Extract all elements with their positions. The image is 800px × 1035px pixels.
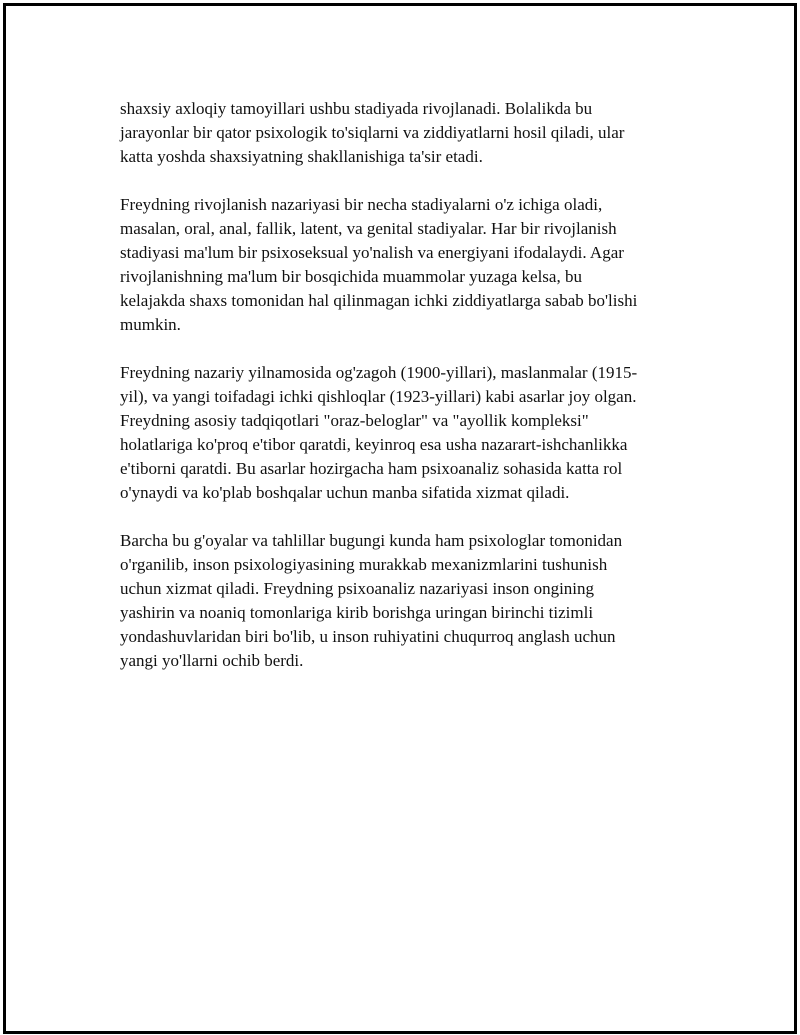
text-line: mumkin. — [120, 315, 181, 334]
document-page — [3, 3, 797, 1034]
text-line: Freydning nazariy yilnamosida og'zagoh (1900-yillari), maslanmalar (1915- — [120, 363, 638, 382]
text-line: o'ynaydi va ko'plab boshqalar uchun manba sifatida xizmat qiladi. — [120, 483, 570, 502]
text-line: Freydning asosiy tadqiqotlari "oraz-beloglar" va "ayollik kompleksi" — [120, 411, 589, 430]
text-line: katta yoshda shaxsiyatning shakllanishiga ta'sir etadi. — [120, 147, 483, 166]
text-line: o'rganilib, inson psixologiyasining murakkab mexanizmlarini tushunish — [120, 555, 608, 574]
text-line: yil), va yangi toifadagi ichki qishloqlar (1923-yillari) kabi asarlar joy olgan. — [120, 387, 637, 406]
text-line: holatlariga ko'proq e'tibor qaratdi, keyinroq esa usha nazarart-ishchanlikka — [120, 435, 628, 454]
paragraph-4 — [120, 529, 700, 673]
paragraph-1 — [120, 97, 700, 169]
text-line: jarayonlar bir qator psixologik to'siqlarni va ziddiyatlarni hosil qiladi, ular — [120, 123, 625, 142]
text-line: stadiyasi ma'lum bir psixoseksual yo'nalish va energiyani ifodalaydi. Agar — [120, 243, 624, 262]
document-body — [120, 97, 700, 697]
paragraph-2 — [120, 193, 700, 337]
text-line: yangi yo'llarni ochib berdi. — [120, 651, 304, 670]
text-line: kelajakda shaxs tomonidan hal qilinmagan ichki ziddiyatlarga sabab bo'lishi — [120, 291, 638, 310]
text-line: Freydning rivojlanish nazariyasi bir necha stadiyalarni o'z ichiga oladi, — [120, 195, 603, 214]
text-line: shaxsiy axloqiy tamoyillari ushbu stadiyada rivojlanadi. Bolalikda bu — [120, 99, 593, 118]
text-line: yashirin va noaniq tomonlariga kirib borishga uringan birinchi tizimli — [120, 603, 594, 622]
text-line: masalan, oral, anal, fallik, latent, va genital stadiyalar. Har bir rivojlanish — [120, 219, 617, 238]
paragraph-3 — [120, 361, 700, 505]
text-line: yondashuvlaridan biri bo'lib, u inson ruhiyatini chuqurroq anglash uchun — [120, 627, 616, 646]
text-line: Barcha bu g'oyalar va tahlillar bugungi kunda ham psixologlar tomonidan — [120, 531, 623, 550]
text-line: rivojlanishning ma'lum bir bosqichida muammolar yuzaga kelsa, bu — [120, 267, 582, 286]
text-line: uchun xizmat qiladi. Freydning psixoanaliz nazariyasi inson ongining — [120, 579, 595, 598]
text-line: e'tiborni qaratdi. Bu asarlar hozirgacha ham psixoanaliz sohasida katta rol — [120, 459, 623, 478]
